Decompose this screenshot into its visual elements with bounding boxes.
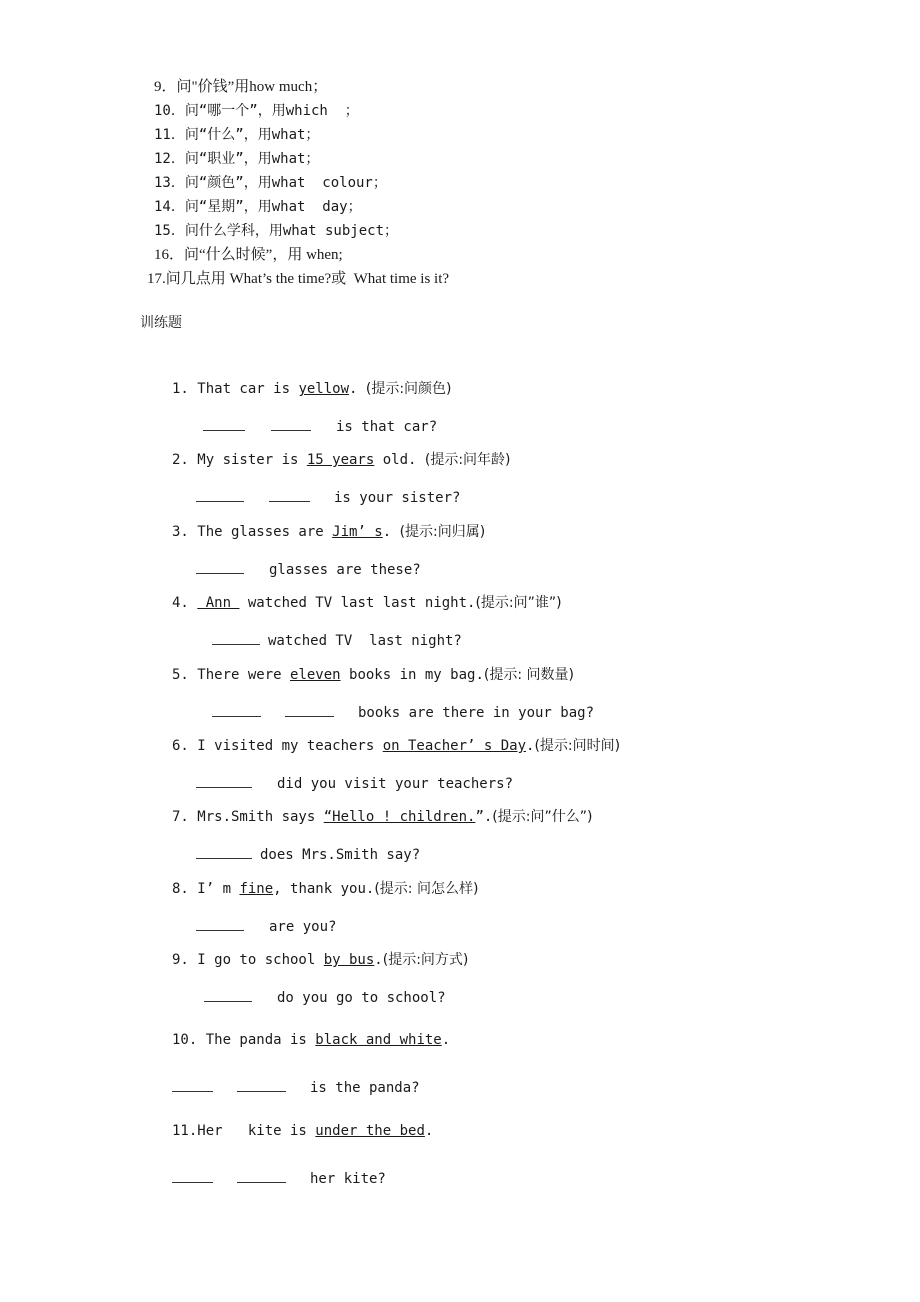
underlined-phrase: black and white bbox=[315, 1032, 442, 1048]
question-8: 8. I’ m fine, thank you.(提示: 问怎么样) bbox=[172, 881, 479, 897]
question-10: 10. The panda is black and white. bbox=[172, 1032, 451, 1048]
answer-blank[interactable] bbox=[204, 987, 252, 1002]
underlined-phrase: Ann bbox=[197, 595, 240, 611]
answer-blank[interactable] bbox=[203, 416, 245, 431]
question-11: 11.Her kite is under the bed. bbox=[172, 1123, 434, 1139]
rule-12: 12．问“职业”，用what； bbox=[154, 151, 320, 167]
underlined-phrase: under the bed bbox=[315, 1123, 425, 1139]
answer-blank[interactable] bbox=[196, 487, 244, 502]
answer-line-8: are you? bbox=[196, 898, 336, 936]
answer-blank[interactable] bbox=[269, 487, 310, 502]
underlined-phrase: 15 years bbox=[306, 452, 375, 468]
question-6: 6. I visited my teachers on Teacher’ s Day.(提示:问时间) bbox=[172, 738, 621, 754]
answer-blank[interactable] bbox=[285, 702, 334, 717]
answer-blank[interactable] bbox=[271, 416, 311, 431]
rule-10: 10．问“哪一个”，用which ； bbox=[154, 103, 359, 119]
answer-blank[interactable] bbox=[196, 773, 252, 788]
answer-blank[interactable] bbox=[212, 630, 260, 645]
rule-11: 11．问“什么”，用what； bbox=[154, 127, 320, 143]
underlined-phrase: “Hello ! children. bbox=[323, 809, 476, 825]
question-3: 3. The glasses are Jim’ s. (提示:问归属) bbox=[172, 524, 486, 540]
underlined-phrase: Jim’ s bbox=[332, 524, 383, 540]
answer-line-10: is the panda? bbox=[172, 1059, 420, 1097]
answer-line-7: does Mrs.Smith say? bbox=[196, 826, 420, 864]
answer-blank[interactable] bbox=[172, 1168, 213, 1183]
answer-blank[interactable] bbox=[237, 1168, 286, 1183]
underlined-phrase: eleven bbox=[290, 667, 341, 683]
question-9: 9. I go to school by bus.(提示:问方式) bbox=[172, 952, 469, 968]
rule-9: 9．问"价钱”用how much； bbox=[154, 79, 328, 95]
question-7: 7. Mrs.Smith says “Hello ! children.”.(提示:问”什么”) bbox=[172, 809, 593, 825]
answer-blank[interactable] bbox=[237, 1077, 286, 1092]
answer-blank[interactable] bbox=[196, 844, 252, 859]
rule-17: 17.问几点用 What’s the time?或 What time is it? bbox=[147, 271, 450, 287]
underlined-phrase: yellow bbox=[298, 381, 350, 397]
section-title: 训练题 bbox=[140, 315, 182, 331]
answer-line-5: books are there in your bag? bbox=[212, 684, 594, 722]
answer-line-1: is that car? bbox=[203, 398, 437, 436]
answer-line-3: glasses are these? bbox=[196, 541, 421, 579]
answer-blank[interactable] bbox=[196, 559, 244, 574]
rule-15: 15．问什么学科，用what subject； bbox=[154, 223, 399, 239]
question-4: 4. Ann watched TV last last night.(提示:问”谁”) bbox=[172, 595, 562, 611]
answer-line-11: her kite? bbox=[172, 1150, 386, 1188]
answer-line-6: did you visit your teachers? bbox=[196, 755, 513, 793]
question-1: 1. That car is yellow. (提示:问颜色) bbox=[172, 381, 452, 397]
rule-14: 14．问“星期”，用what day； bbox=[154, 199, 362, 215]
underlined-phrase: on Teacher’ s Day bbox=[382, 738, 527, 754]
underlined-phrase: fine bbox=[239, 881, 274, 897]
answer-blank[interactable] bbox=[172, 1077, 213, 1092]
question-5: 5. There were eleven books in my bag.(提示: 问数量) bbox=[172, 667, 574, 683]
answer-line-9: do you go to school? bbox=[204, 969, 446, 1007]
answer-blank[interactable] bbox=[196, 916, 244, 931]
answer-line-2: is your sister? bbox=[196, 469, 460, 507]
answer-blank[interactable] bbox=[212, 702, 261, 717]
question-2: 2. My sister is 15 years old. (提示:问年龄) bbox=[172, 452, 511, 468]
rule-16: 16．问“什么时候”，用 when; bbox=[154, 247, 343, 263]
rule-13: 13．问“颜色”，用what colour； bbox=[154, 175, 387, 191]
answer-line-4: watched TV last night? bbox=[212, 612, 462, 650]
underlined-phrase: by bus bbox=[323, 952, 375, 968]
